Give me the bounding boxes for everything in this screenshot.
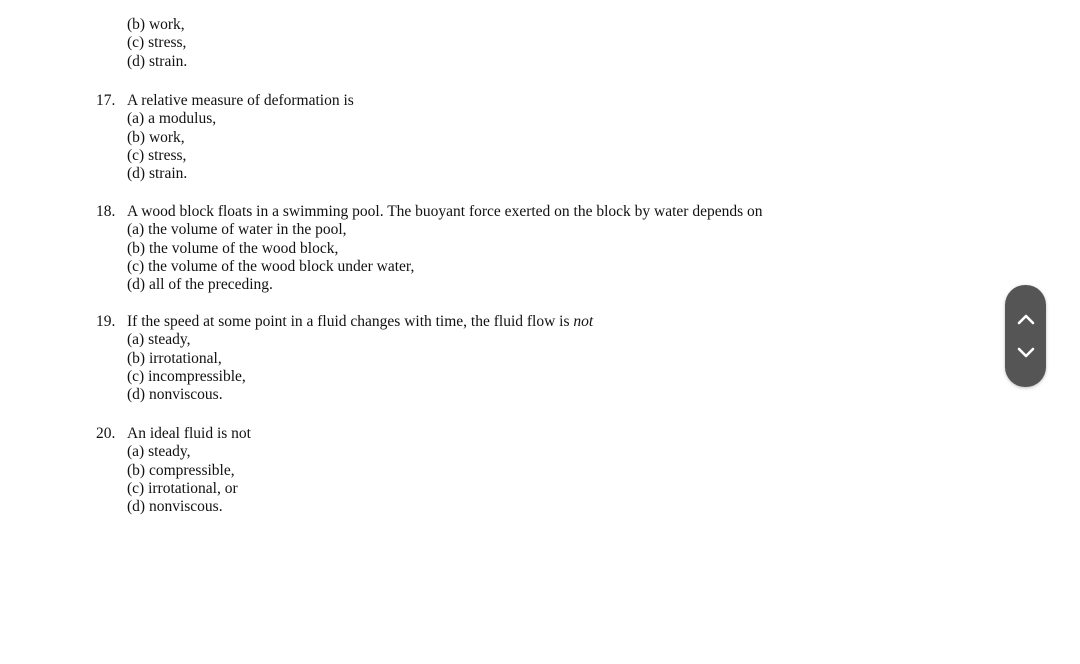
question-17 <box>96 92 354 183</box>
question-number: 18. <box>96 203 116 220</box>
question-options <box>96 110 354 183</box>
option-item: (b) work, <box>127 128 185 146</box>
option-item: (c) stress, <box>127 34 187 52</box>
option-item: (d) all of the preceding. <box>127 276 273 294</box>
option-item: (d) nonviscous. <box>127 498 223 516</box>
question-19 <box>96 313 593 404</box>
option-item: (b) compressible, <box>127 461 235 479</box>
option-item: (a) a modulus, <box>127 110 217 128</box>
question-number: 19. <box>96 313 116 330</box>
option-item: (c) the volume of the wood block under water, <box>127 257 415 275</box>
question-stem: An ideal fluid is not <box>127 425 251 442</box>
option-item: (b) work, <box>127 16 185 33</box>
previous-question-options <box>127 16 187 71</box>
chevron-up-icon <box>1017 313 1035 325</box>
next-page-button[interactable] <box>1005 336 1046 370</box>
option-item: (a) steady, <box>127 443 191 461</box>
question-18 <box>96 203 763 294</box>
option-item: (b) irrotational, <box>127 349 222 367</box>
chevron-down-icon <box>1017 347 1035 359</box>
question-stem: If the speed at some point in a fluid changes with time, the fluid flow is <box>127 313 570 330</box>
question-options <box>96 443 251 516</box>
question-number: 20. <box>96 425 116 442</box>
option-item: (b) the volume of the wood block, <box>127 239 339 257</box>
option-item: (c) incompressible, <box>127 367 246 385</box>
question-stem: A relative measure of deformation is <box>127 92 354 109</box>
page-navigation-control <box>1005 285 1046 387</box>
option-item: (c) stress, <box>127 146 187 164</box>
previous-page-button[interactable] <box>1005 302 1046 336</box>
option-item: (d) strain. <box>127 165 188 183</box>
option-item: (a) steady, <box>127 331 191 349</box>
option-item: (a) the volume of water in the pool, <box>127 221 347 239</box>
question-options <box>96 331 593 404</box>
option-item: (d) nonviscous. <box>127 386 223 404</box>
question-options <box>96 221 763 294</box>
question-number: 17. <box>96 92 116 109</box>
question-stem: A wood block floats in a swimming pool. The buoyant force exerted on the block by water depends on <box>127 203 763 220</box>
option-item: (c) irrotational, or <box>127 479 238 497</box>
question-stem-emphasis: not <box>573 313 594 330</box>
option-item: (d) strain. <box>127 52 188 70</box>
question-20 <box>96 425 251 516</box>
